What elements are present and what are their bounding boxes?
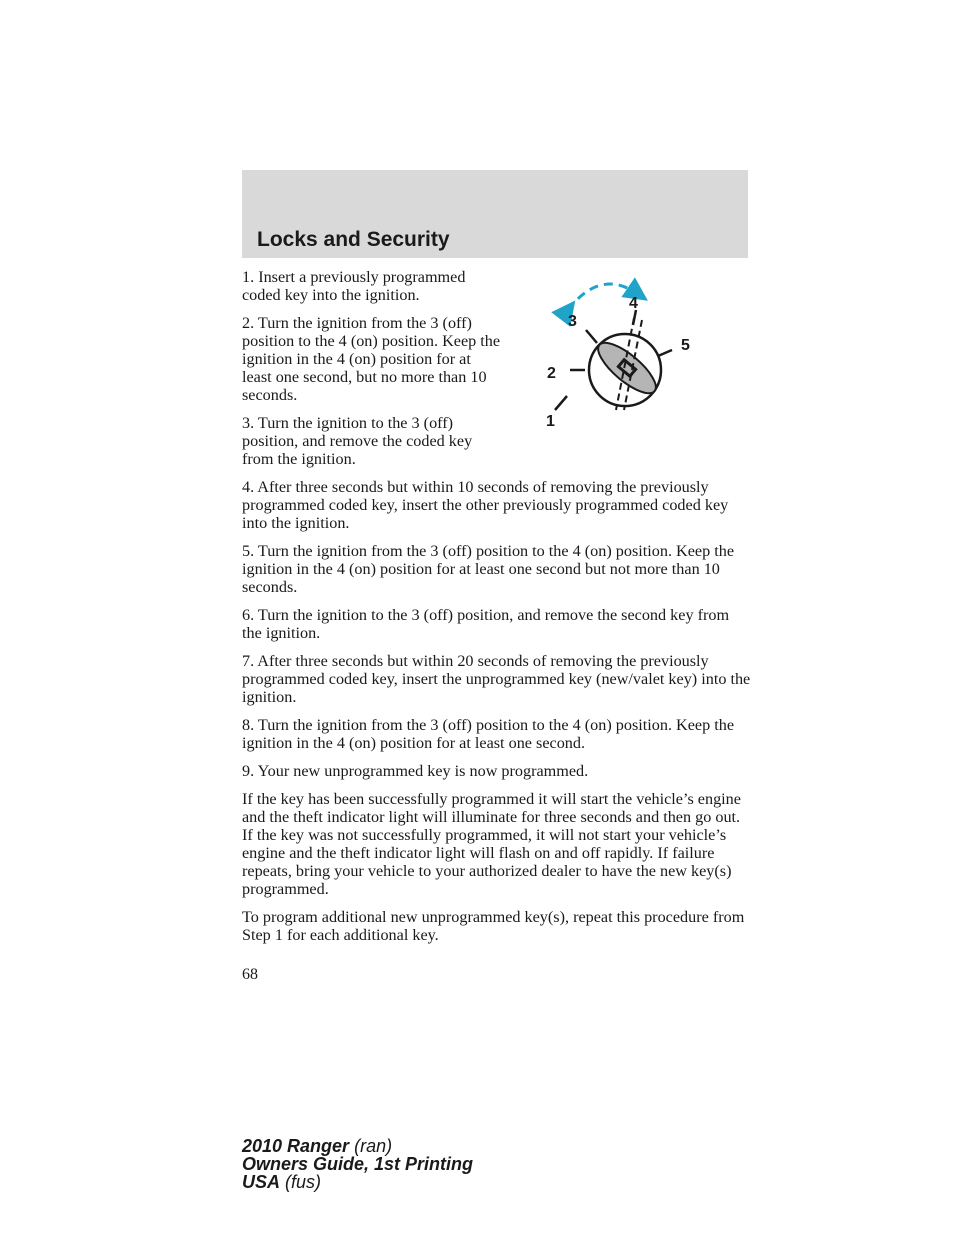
position-label-5: 5 <box>681 337 690 354</box>
step-5: 5. Turn the ignition from the 3 (off) position to the 4 (on) position. Keep the ignition in the 4 (on) position for at least one second but not more than 10 seconds. <box>242 542 735 596</box>
footer-model: 2010 Ranger <box>242 1136 350 1156</box>
page-number: 68 <box>242 966 258 983</box>
ignition-diagram <box>530 268 720 438</box>
section-title: Locks and Security <box>257 228 450 251</box>
step-7: 7. After three seconds but within 20 seconds of removing the previously programmed coded key, insert the unprogrammed key (new/valet key) into the ignition. <box>242 652 751 706</box>
step-2: 2. Turn the ignition from the 3 (off) position to the 4 (on) position. Keep the ignition in the 4 (on) position for at least one second, but no more than 10 seconds. <box>242 314 501 404</box>
position-label-1: 1 <box>546 413 555 430</box>
step-9: 9. Your new unprogrammed key is now programmed. <box>242 762 589 780</box>
step-1: 1. Insert a previously programmed coded key into the ignition. <box>242 268 466 304</box>
step-6: 6. Turn the ignition to the 3 (off) position, and remove the second key from the ignition. <box>242 606 730 642</box>
footer-model-code-text: (ran) <box>354 1136 393 1156</box>
rotation-arrow <box>568 284 638 310</box>
step-3: 3. Turn the ignition to the 3 (off) position, and remove the coded key from the ignition. <box>242 414 473 468</box>
footer-imprint <box>242 1137 473 1191</box>
result-paragraph: If the key has been successfully programmed it will start the vehicle’s engine and the theft indicator light will illuminate for three seconds and then go out. If the key was not successfully programmed, it will not start your vehicle’s engine and the theft indicator light will flash on and off rapidly. If failure repeats, bring your vehicle to your authorized dealer to have the new key(s) programmed. <box>242 790 741 898</box>
footer-market: USA <box>242 1172 281 1192</box>
step-8: 8. Turn the ignition from the 3 (off) position to the 4 (on) position. Keep the ignition in the 4 (on) position for at least one second. <box>242 716 735 752</box>
footer-market-code: (fus) <box>285 1172 322 1192</box>
step-4: 4. After three seconds but within 10 seconds of removing the previously programmed coded key, insert the other previously programmed coded key into the ignition. <box>242 478 729 532</box>
footer-edition: Owners Guide, 1st Printing <box>242 1154 474 1174</box>
position-label-2: 2 <box>547 365 556 382</box>
additional-keys-paragraph: To program additional new unprogrammed key(s), repeat this procedure from Step 1 for each additional key. <box>242 908 745 944</box>
position-label-4: 4 <box>629 295 638 312</box>
position-label-3: 3 <box>568 313 577 330</box>
